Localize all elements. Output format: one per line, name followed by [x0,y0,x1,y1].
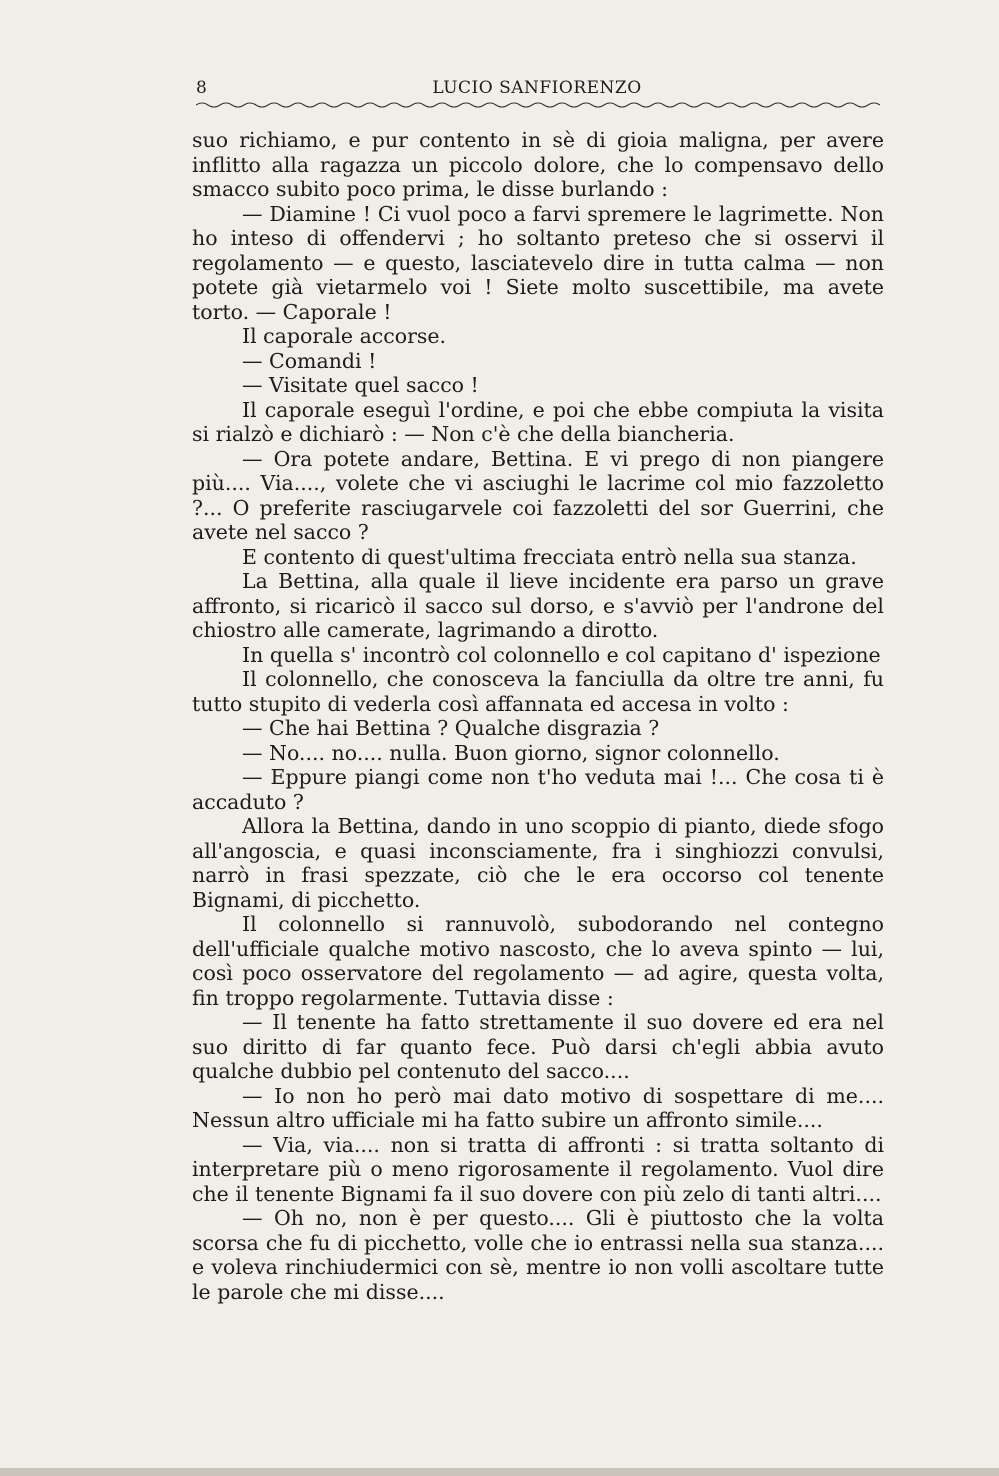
paragraph: — Oh no, non è per questo.... Gli è piuttosto che la volta scorsa che fu di picchetto, volle che io entrassi nella sua stanza.... e voleva rinchiudermici con sè, mentre io non volli ascoltare tutte le parole che mi disse.... [192,1206,884,1304]
page-bottom-edge [0,1468,999,1476]
paragraph: — Eppure piangi come non t'ho veduta mai !... Che cosa ti è accaduto ? [192,765,884,814]
paragraph: Allora la Bettina, dando in uno scoppio di pianto, diede sfogo all'angoscia, e quasi inconsciamente, fra i singhiozzi convulsi, narrò in frasi spezzate, ciò che le era occorso col tenente Bignami, di picchetto. [192,814,884,912]
running-title: LUCIO SANFIORENZO [432,78,642,98]
page-text [192,128,884,1304]
paragraph: — Che hai Bettina ? Qualche disgrazia ? [242,716,660,740]
paragraph: suo richiamo, e pur contento in sè di gioia maligna, per avere inflitto alla ragazza un piccolo dolore, che lo compensavo dello smacco subito poco prima, le disse burlando : [192,128,884,201]
paragraph: — Ora potete andare, Bettina. E vi prego di non piangere più.... Via...., volete che vi asciughi le lacrime col mio fazzoletto ?... O preferite rasciugarvele coi fazzoletti del sor Guerrini, che avete nel sacco ? [192,446,884,544]
paragraph: Il caporale accorse. [242,324,447,348]
paragraph: — Visitate quel sacco ! [242,373,479,397]
paragraph: — Diamine ! Ci vuol poco a farvi spremere le lagrimette. Non ho inteso di offendervi ; ho soltanto preteso che si osservi il regolamento — e questo, lasciatevelo dire in tutta calma — non potete già vietarmelo voi ! Siete molto suscettibile, ma avete torto. — Caporale ! [192,201,884,324]
paragraph: Il colonnello si rannuvolò, subodorando nel contegno dell'ufficiale qualche motivo nascosto, che lo aveva spinto — lui, così poco osservatore del regolamento — ad agire, questa volta, fin troppo regolarmente. Tuttavia disse : [192,912,884,1010]
paragraph: — Il tenente ha fatto strettamente il suo dovere ed era nel suo diritto di far quanto fece. Può darsi ch'egli abbia avuto qualche dubbio pel contenuto del sacco.... [192,1010,884,1083]
paragraph: — Comandi ! [242,348,377,373]
paragraph: La Bettina, alla quale il lieve incidente era parso un grave affronto, si ricaricò il sacco sul dorso, e s'avviò per l'androne del chiostro alle camerate, lagrimando a dirotto. [192,569,884,642]
paragraph: Il caporale eseguì l'ordine, e poi che ebbe compiuta la visita si rialzò e dichiarò : — Non c'è che della biancheria. [192,397,884,446]
decorative-wavy-rule [196,100,884,108]
page-number: 8 [196,78,208,98]
paragraph: E contento di quest'ultima frecciata entrò nella sua stanza. [242,544,857,569]
paragraph: — Io non ho però mai dato motivo di sospettare di me.... Nessun altro ufficiale mi ha fatto subire un affronto simile.... [192,1083,884,1132]
paragraph: — Via, via.... non si tratta di affronti : si tratta soltanto di interpretare più o meno rigorosamente il regolamento. Vuol dire che il tenente Bignami fa il suo dovere con più zelo di tanti altri.... [192,1132,884,1206]
paragraph: Il colonnello, che conosceva la fanciulla da oltre tre anni, fu tutto stupito di vederla così affannata ed accesa in volto : [192,667,884,716]
paragraph: In quella s' incontrò col colonnello e col capitano d' ispezione [242,642,881,667]
paragraph: — No.... no.... nulla. Buon giorno, signor colonnello. [242,740,780,765]
